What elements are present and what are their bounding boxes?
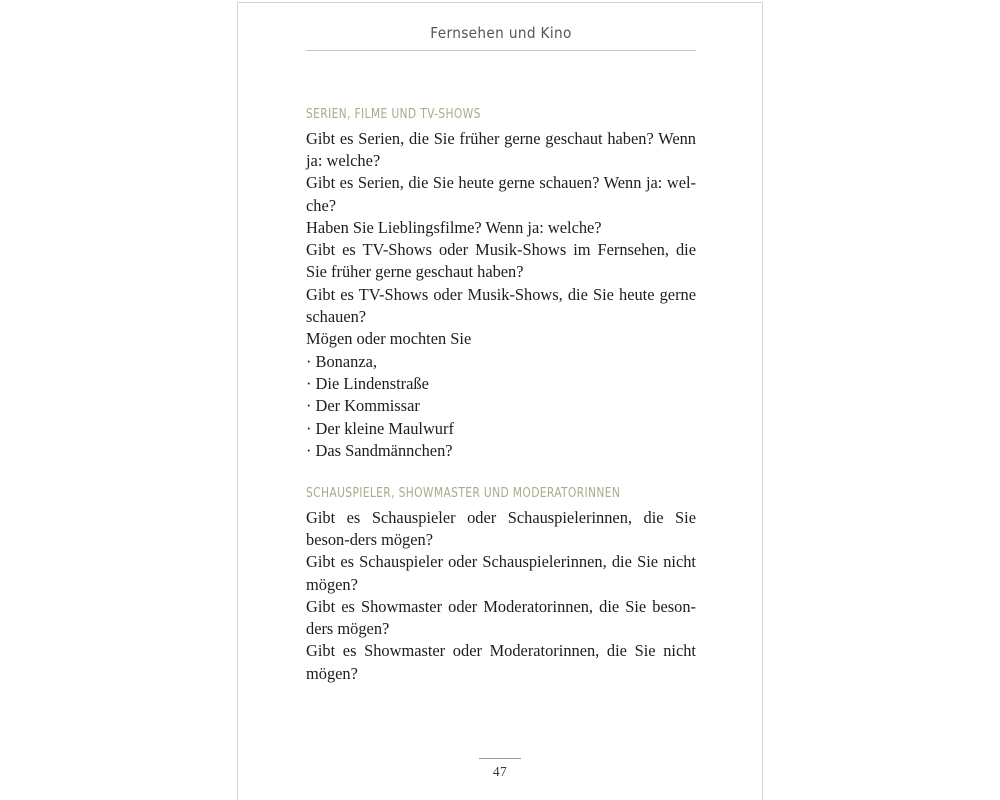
list-item: · Das Sandmännchen? <box>306 440 453 460</box>
list-item: · Der kleine Maulwurf <box>306 418 454 438</box>
question-item: Haben Sie Lieblingsfilme? Wenn ja: welche? <box>306 217 602 237</box>
question-item: Gibt es Serien, die Sie früher gerne geschaut haben? Wenn ja: welche? <box>306 128 696 170</box>
section-heading: SCHAUSPIELER, SHOWMASTER UND MODERATORINNEN <box>306 486 621 502</box>
question-item: Gibt es Schauspieler oder Schauspielerinnen, die Sie nicht mögen? <box>306 552 696 594</box>
header-rule <box>306 50 696 51</box>
list-item: · Bonanza, <box>306 351 377 371</box>
folio-rule <box>479 758 521 759</box>
section-schauspieler-showmaster-moderatorinnen <box>306 486 696 685</box>
question-item: Gibt es Schauspieler oder Schauspielerinnen, die Sie beson-ders mögen? <box>306 507 696 549</box>
page-number: 47 <box>492 764 508 779</box>
running-head-title: Fernsehen und Kino <box>430 24 572 42</box>
question-item: Gibt es Serien, die Sie heute gerne schauen? Wenn ja: wel-che? <box>306 173 696 215</box>
page-body <box>306 107 696 685</box>
question-item: Gibt es TV-Shows oder Musik-Shows im Fernsehen, die Sie früher gerne geschaut haben? <box>306 240 696 282</box>
question-item: Gibt es Showmaster oder Moderatorinnen, die Sie beson-ders mögen? <box>306 596 696 639</box>
list-item: · Die Lindenstraße <box>306 373 429 393</box>
question-item: Gibt es TV-Shows oder Musik-Shows, die Sie heute gerne schauen? <box>306 284 696 327</box>
list-item: · Der Kommissar <box>306 396 420 416</box>
page-footer <box>238 758 762 780</box>
section-serien-filme-tv-shows <box>306 107 696 462</box>
page-content-area <box>306 25 696 685</box>
section-heading: SERIEN, FILME UND TV-SHOWS <box>306 107 481 123</box>
question-item: Gibt es Showmaster oder Moderatorinnen, die Sie nicht mögen? <box>306 641 696 683</box>
show-list <box>306 351 696 462</box>
book-page <box>237 2 763 800</box>
question-item: Mögen oder mochten Sie <box>306 329 472 349</box>
